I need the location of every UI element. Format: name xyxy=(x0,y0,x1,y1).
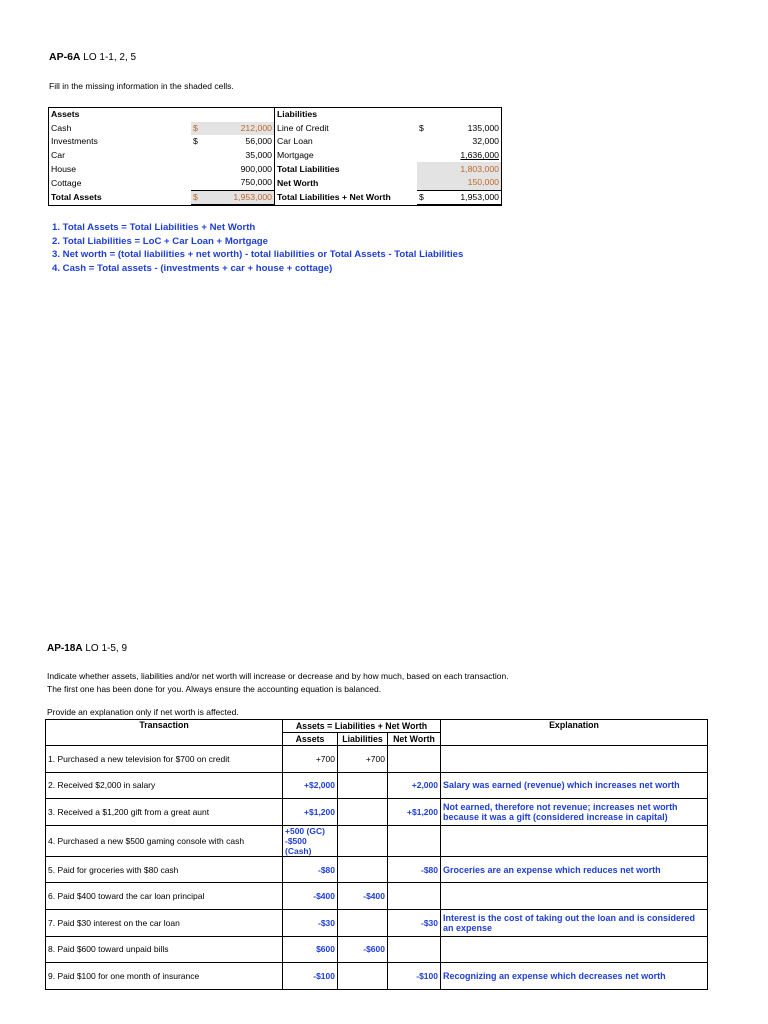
asset-value: 750,000 xyxy=(205,176,275,190)
liability-dollar xyxy=(417,135,431,149)
liability-label: Net Worth xyxy=(277,177,319,188)
equation-header: Assets = Liabilities + Net Worth xyxy=(283,720,441,733)
liability-dollar xyxy=(417,162,431,176)
asset-total-label: Total Assets xyxy=(49,190,192,205)
table-row xyxy=(46,856,708,883)
net-worth-cell xyxy=(388,825,441,856)
liabilities-header: Liabilities xyxy=(277,109,318,120)
formula-notes xyxy=(52,221,463,275)
liability-value: 32,000 xyxy=(431,135,502,149)
balance-row xyxy=(49,162,502,176)
asset-dollar xyxy=(191,176,205,190)
instruction-line: The first one has been done for you. Always ensure the accounting equation is balanced. xyxy=(47,683,382,694)
explanation-cell: Interest is the cost of taking out the loan and is considered an expense xyxy=(441,909,708,936)
asset-label: Car xyxy=(49,149,192,163)
liabilities-cell xyxy=(338,772,388,799)
section2-code: AP-18A xyxy=(47,643,83,654)
liabilities-cell: -$400 xyxy=(338,883,388,910)
table-row xyxy=(46,746,708,773)
table-row xyxy=(46,799,708,826)
asset-value: 56,000 xyxy=(205,135,275,149)
formula-note: 4. Cash = Total assets - (investments + car + house + cottage) xyxy=(52,262,333,274)
formula-note: 3. Net worth = (total liabilities + net worth) - total liabilities or Total Assets - Total Liabilities xyxy=(52,249,464,261)
section1-code: AP-6A xyxy=(49,51,81,63)
net-worth-cell xyxy=(388,746,441,773)
explanation-cell: Salary was earned (revenue) which increases net worth xyxy=(441,772,708,799)
liabilities-cell xyxy=(338,963,388,990)
asset-total-dollar: $ xyxy=(191,190,205,205)
asset-label: Investments xyxy=(49,135,192,149)
balance-row xyxy=(49,122,502,136)
assets-cell: +700 xyxy=(283,746,338,773)
liability-total-label: Total Liabilities + Net Worth xyxy=(277,191,391,202)
asset-dollar: $ xyxy=(191,122,205,136)
liability-label: Mortgage xyxy=(277,150,314,161)
asset-dollar xyxy=(191,162,205,176)
asset-label: Cash xyxy=(49,122,192,136)
liability-value: 150,000 xyxy=(431,176,502,190)
liabilities-subheader: Liabilities xyxy=(338,733,388,746)
liabilities-cell xyxy=(338,909,388,936)
net-worth-cell: +2,000 xyxy=(388,772,441,799)
assets-header: Assets xyxy=(49,108,192,122)
section1-title xyxy=(49,51,136,63)
liabilities-cell: +700 xyxy=(338,746,388,773)
liability-value: 1,636,000 xyxy=(460,150,499,161)
liability-value: 135,000 xyxy=(431,122,502,136)
transaction-cell: 1. Purchased a new television for $700 on credit xyxy=(46,746,283,773)
explanation-cell xyxy=(441,825,708,856)
explanation-cell: Not earned, therefore not revenue; increases net worth because it was a gift (considered increase in capital) xyxy=(441,799,708,826)
liability-label: Car Loan xyxy=(277,136,313,147)
table-row xyxy=(46,772,708,799)
instruction-line: Provide an explanation only if net worth is affected. xyxy=(47,707,239,717)
asset-dollar: $ xyxy=(193,136,198,147)
net-worth-cell: +$1,200 xyxy=(388,799,441,826)
section1-lo: LO 1-1, 2, 5 xyxy=(83,52,137,63)
table-row xyxy=(46,963,708,990)
assets-cell: -$30 xyxy=(283,909,338,936)
explanation-cell xyxy=(441,936,708,963)
liability-dollar xyxy=(417,149,431,163)
asset-total-value: 1,953,000 xyxy=(205,190,275,205)
asset-label: Cottage xyxy=(49,176,192,190)
table-row xyxy=(46,936,708,963)
asset-value: 900,000 xyxy=(205,162,275,176)
net-worth-cell xyxy=(388,883,441,910)
explanation-cell: Recognizing an expense which decreases net worth xyxy=(441,963,708,990)
liability-total-value: 1,953,000 xyxy=(431,190,502,205)
liabilities-cell xyxy=(338,825,388,856)
assets-subheader: Assets xyxy=(283,733,338,746)
section2-title xyxy=(47,643,127,654)
net-worth-cell: -$80 xyxy=(388,856,441,883)
transactions-table xyxy=(45,719,708,990)
liabilities-cell xyxy=(338,799,388,826)
section1-instruction: Fill in the missing information in the shaded cells. xyxy=(49,81,234,91)
net-worth-subheader: Net Worth xyxy=(388,733,441,746)
assets-cell: +500 (GC) -$500 (Cash) xyxy=(283,825,338,856)
assets-cell: $600 xyxy=(283,936,338,963)
transaction-cell: 6. Paid $400 toward the car loan principal xyxy=(46,883,283,910)
assets-cell: +$2,000 xyxy=(283,772,338,799)
formula-note: 1. Total Assets = Total Liabilities + Net Worth xyxy=(52,222,256,233)
explanation-cell xyxy=(441,746,708,773)
asset-label: House xyxy=(49,162,192,176)
liabilities-cell: -$600 xyxy=(338,936,388,963)
transaction-cell: 4. Purchased a new $500 gaming console with cash xyxy=(46,825,283,856)
balance-table xyxy=(48,107,502,206)
transaction-cell: 3. Received a $1,200 gift from a great aunt xyxy=(46,799,283,826)
section2-lo: LO 1-5, 9 xyxy=(85,643,128,654)
transaction-cell: 2. Received $2,000 in salary xyxy=(46,772,283,799)
transaction-cell: 9. Paid $100 for one month of insurance xyxy=(46,963,283,990)
net-worth-cell xyxy=(388,936,441,963)
transaction-cell: 7. Paid $30 interest on the car loan xyxy=(46,909,283,936)
balance-row xyxy=(49,149,502,163)
transaction-cell: 8. Paid $600 toward unpaid bills xyxy=(46,936,283,963)
table-row xyxy=(46,883,708,910)
table-row xyxy=(46,909,708,936)
assets-cell: -$100 xyxy=(283,963,338,990)
net-worth-cell: -$100 xyxy=(388,963,441,990)
asset-value: 212,000 xyxy=(205,122,275,136)
explanation-header: Explanation xyxy=(441,720,708,746)
assets-cell: +$1,200 xyxy=(283,799,338,826)
balance-row xyxy=(49,135,502,149)
liability-value: 1,803,000 xyxy=(431,162,502,176)
liability-label: Line of Credit xyxy=(277,122,329,133)
explanation-cell: Groceries are an expense which reduces net worth xyxy=(441,856,708,883)
balance-row xyxy=(49,176,502,190)
assets-cell: -$80 xyxy=(283,856,338,883)
transaction-cell: 5. Paid for groceries with $80 cash xyxy=(46,856,283,883)
liability-total-dollar: $ xyxy=(417,190,431,205)
table-row xyxy=(46,825,708,856)
asset-value: 35,000 xyxy=(205,149,275,163)
net-worth-cell: -$30 xyxy=(388,909,441,936)
transaction-header: Transaction xyxy=(46,720,283,746)
asset-dollar xyxy=(191,149,205,163)
formula-note: 2. Total Liabilities = LoC + Car Loan + Mortgage xyxy=(52,235,268,247)
liability-dollar: $ xyxy=(419,122,424,133)
balance-total-row xyxy=(49,190,502,205)
tx-header-row xyxy=(46,720,708,733)
liability-label: Total Liabilities xyxy=(277,163,340,174)
section2-instructions xyxy=(47,670,509,695)
liabilities-cell xyxy=(338,856,388,883)
liability-dollar xyxy=(417,176,431,190)
assets-cell: -$400 xyxy=(283,883,338,910)
explanation-cell xyxy=(441,883,708,910)
instruction-line: Indicate whether assets, liabilities and/or net worth will increase or decrease and by how much, based on each transaction. xyxy=(47,671,509,681)
balance-header-row xyxy=(49,108,502,122)
